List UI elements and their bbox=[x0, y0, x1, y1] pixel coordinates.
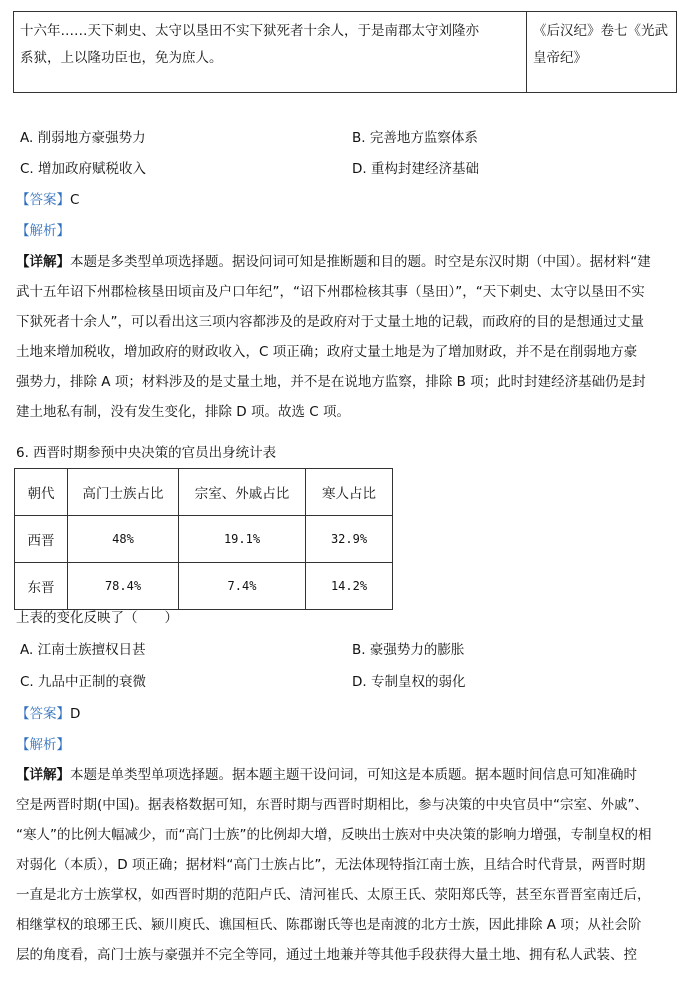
q5-detail-line: 下狱死者十余人”，可以看出这三项内容都涉及的是政府对于丈量土地的记载，而政府的目的是想通过丈量 bbox=[16, 314, 644, 330]
q5-detail-line: 建土地私有制，没有发生变化，排除 D 项。故选 C 项。 bbox=[16, 404, 350, 420]
q5-detail-line: 强势力，排除 A 项；材料涉及的是丈量土地，并不是在说地方监察，排除 B 项；此时封建经济基础仍是封 bbox=[16, 374, 646, 390]
table-cell: 32.9% bbox=[306, 516, 393, 563]
q5-detail-line: 【详解】本题是多类型单项选择题。据设问词可知是推断题和目的题。时空是东汉时期（中国）。据材料“建 bbox=[16, 254, 651, 270]
table-row bbox=[15, 516, 393, 563]
q6-option-c: C. 九品中正制的衰微 bbox=[20, 674, 147, 690]
q6-detail bbox=[16, 760, 680, 970]
table-header-cell: 朝代 bbox=[15, 469, 68, 516]
q5-detail-line: 武十五年诏下州郡检核垦田顷亩及户口年纪”，“诏下州郡检核其事（垦田）”，“天下刺史、太守以垦田不实 bbox=[16, 284, 645, 300]
q5-detail-label: 【详解】 bbox=[16, 254, 70, 270]
q6-detail-line: 空是两晋时期(中国)。据表格数据可知，东晋时期与西晋时期相比，参与决策的中央官员中“宗室、外戚”、 bbox=[16, 797, 649, 813]
source-citation-line: 《后汉纪》卷七《光武 bbox=[533, 23, 668, 39]
source-content-cell bbox=[14, 12, 527, 93]
table-row bbox=[15, 563, 393, 610]
q6-detail-line: 相继掌权的琅琊王氏、颍川庾氏、谯国桓氏、陈郡谢氏等也是南渡的北方士族，因此排除 A 项；从社会阶 bbox=[16, 917, 642, 933]
q6-detail-line: 一直是北方士族掌权，如西晋时期的范阳卢氏、清河崔氏、太原王氏、荥阳郑氏等，甚至东晋晋室南迁后， bbox=[16, 887, 651, 903]
table-header-cell: 寒人占比 bbox=[306, 469, 393, 516]
q6-stem: 6. 西晋时期参预中央决策的官员出身统计表 bbox=[16, 445, 277, 461]
source-citation-line: 皇帝纪》 bbox=[533, 50, 587, 66]
q6-detail-label: 【详解】 bbox=[16, 767, 70, 783]
table-header-cell: 宗室、外戚占比 bbox=[179, 469, 306, 516]
q5-detail bbox=[16, 247, 680, 427]
table-header-cell: 高门士族占比 bbox=[68, 469, 179, 516]
q6-option-b: B. 豪强势力的膨胀 bbox=[352, 642, 465, 658]
source-content-line: 十六年……天下刺史、太守以垦田不实下狱死者十余人，于是南郡太守刘隆亦 bbox=[20, 23, 479, 39]
q5-answer bbox=[16, 188, 79, 208]
q6-answer bbox=[16, 702, 80, 722]
q6-table bbox=[14, 468, 393, 610]
q6-detail-line: “寒人”的比例大幅减少，而“高门士族”的比例却大增，反映出士族对中央决策的影响力增强，专制皇权的相 bbox=[16, 827, 652, 843]
q5-detail-line: 土地来增加税收，增加政府的财政收入，C 项正确；政府丈量土地是为了增加财政，并不是在削弱地方豪 bbox=[16, 344, 638, 360]
source-content-line: 系狱，上以隆功臣也，免为庶人。 bbox=[20, 50, 223, 66]
table-cell: 14.2% bbox=[306, 563, 393, 610]
q5-answer-value: C bbox=[70, 192, 80, 208]
q5-option-a: A. 削弱地方豪强势力 bbox=[20, 130, 146, 146]
q5-answer-label: 【答案】 bbox=[16, 192, 70, 208]
q6-answer-value: D bbox=[70, 706, 81, 722]
q5-option-b: B. 完善地方监察体系 bbox=[352, 130, 478, 146]
q6-option-a: A. 江南士族擅权日甚 bbox=[20, 642, 146, 658]
source-citation-cell bbox=[527, 12, 677, 93]
q5-analysis-label: 【解析】 bbox=[16, 223, 70, 239]
table-cell: 7.4% bbox=[179, 563, 306, 610]
table-cell: 48% bbox=[68, 516, 179, 563]
source-table bbox=[13, 11, 677, 93]
q6-option-d: D. 专制皇权的弱化 bbox=[352, 674, 466, 690]
q6-detail-line: 层的角度看，高门士族与豪强并不完全等同，通过土地兼并等其他手段获得大量土地、拥有私人武装、控 bbox=[16, 947, 637, 963]
q6-question: 上表的变化反映了（ ） bbox=[16, 610, 178, 626]
q5-option-c: C. 增加政府赋税收入 bbox=[20, 161, 147, 177]
table-cell: 19.1% bbox=[179, 516, 306, 563]
table-cell: 西晋 bbox=[15, 516, 68, 563]
q6-detail-line: 【详解】本题是单类型单项选择题。据本题主题干设问词，可知这是本质题。据本题时间信息可知准确时 bbox=[16, 767, 637, 783]
q6-detail-line: 对弱化（本质），D 项正确；据材料“高门士族占比”，无法体现特指江南士族，且结合时代背景，两晋时期 bbox=[16, 857, 646, 873]
q6-answer-label: 【答案】 bbox=[16, 706, 70, 722]
table-cell: 东晋 bbox=[15, 563, 68, 610]
q5-option-d: D. 重构封建经济基础 bbox=[352, 161, 479, 177]
q6-analysis-label: 【解析】 bbox=[16, 737, 70, 753]
table-header-row bbox=[15, 469, 393, 516]
table-cell: 78.4% bbox=[68, 563, 179, 610]
